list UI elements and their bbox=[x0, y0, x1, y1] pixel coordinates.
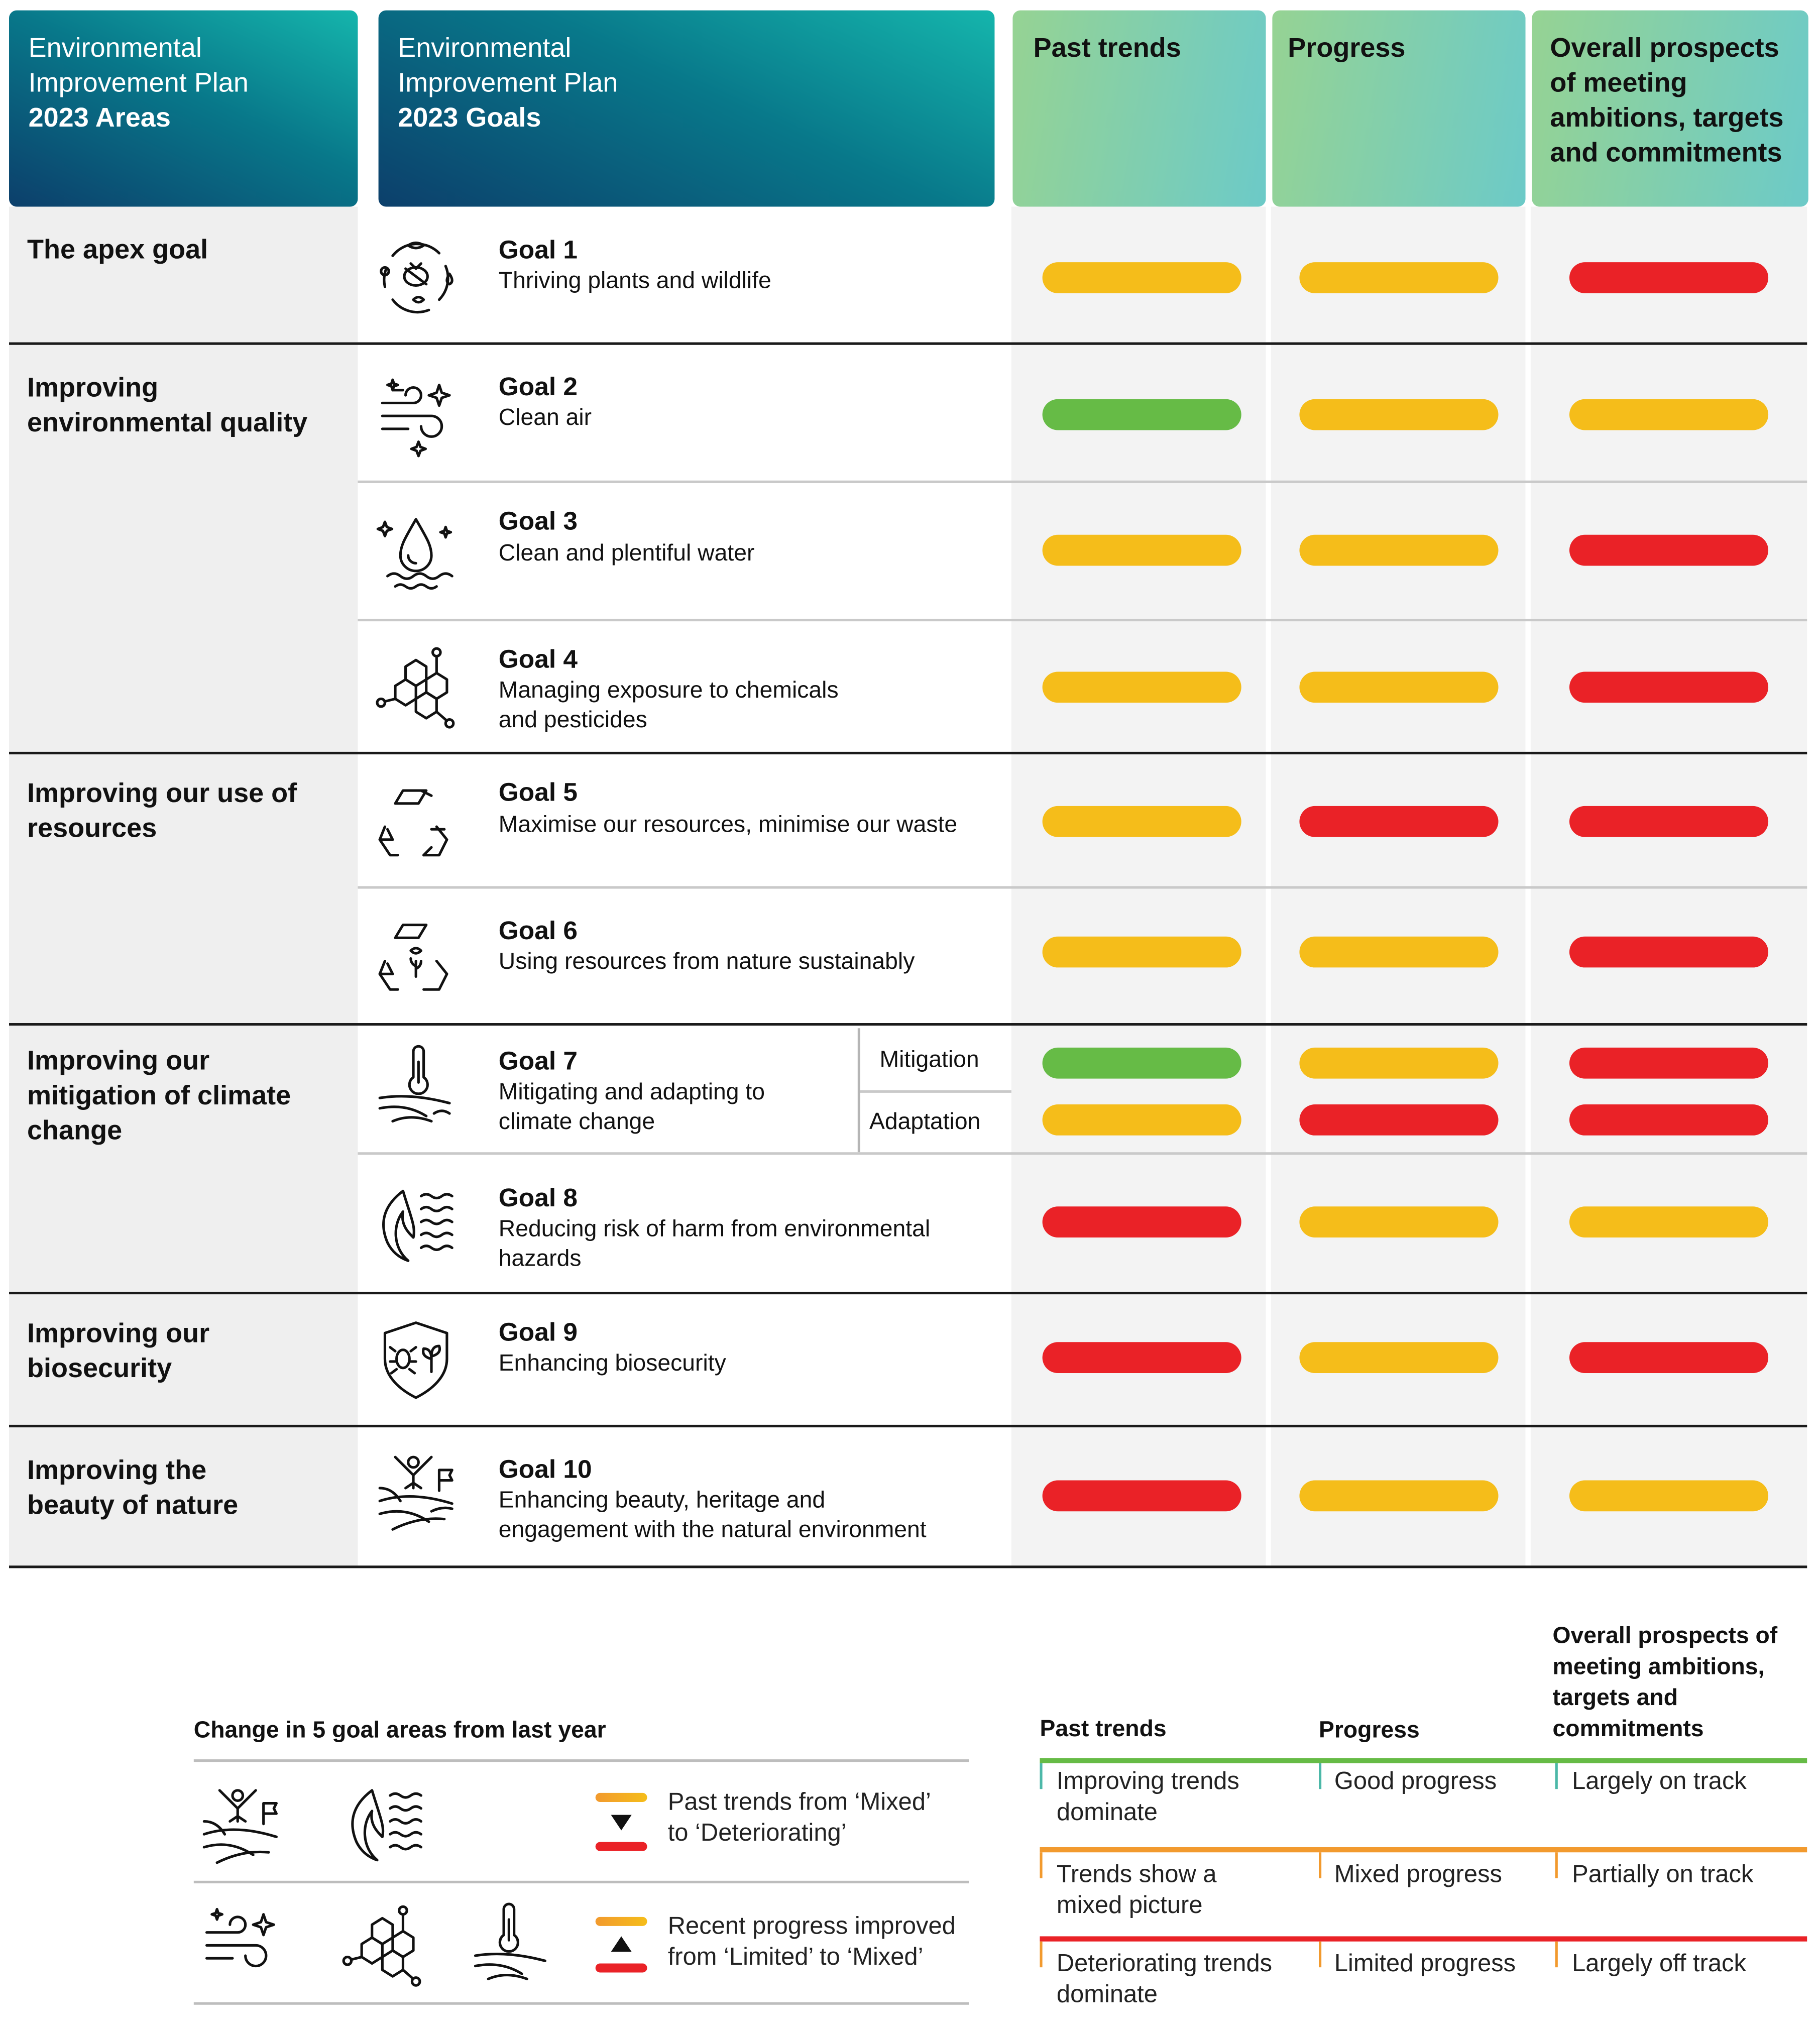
key-overall-title bbox=[1553, 1620, 1778, 1744]
key-amber-progress: Mixed progress bbox=[1334, 1861, 1502, 1889]
goal-5-desc bbox=[499, 810, 957, 840]
key-past-trends-title: Past trends bbox=[1040, 1715, 1167, 1742]
goal-1-desc-line1: Thriving plants and wildlife bbox=[498, 267, 771, 293]
goal-3-past-trends-pill bbox=[1043, 535, 1241, 566]
area-label-biosecurity bbox=[27, 1316, 209, 1386]
area-cell-apex bbox=[9, 207, 358, 343]
area-climate-line3: change bbox=[27, 1116, 123, 1146]
area-label-quality bbox=[27, 371, 307, 440]
change-2-from-bar bbox=[596, 1963, 647, 1972]
area-label-beauty bbox=[27, 1453, 238, 1523]
divider-goal3-4 bbox=[358, 619, 1807, 621]
key-amber-past-line1: Trends show a bbox=[1056, 1861, 1217, 1889]
key-amber-bar bbox=[1040, 1847, 1807, 1852]
overall-header-line3: ambitions, targets bbox=[1550, 103, 1784, 133]
area-beauty-line2: beauty of nature bbox=[27, 1491, 239, 1521]
area-climate-line2: mitigation of climate bbox=[27, 1081, 291, 1111]
goal-2-progress-pill bbox=[1299, 399, 1498, 430]
water-drop-icon bbox=[375, 512, 458, 595]
goal-8-desc bbox=[499, 1214, 930, 1274]
key-amber-tick-1 bbox=[1040, 1852, 1042, 1878]
key-red-overall: Largely off track bbox=[1572, 1950, 1746, 1978]
goal-9-progress-pill bbox=[1299, 1342, 1498, 1373]
goal-9-desc bbox=[499, 1348, 726, 1378]
goal-4-desc-line2: and pesticides bbox=[498, 706, 647, 733]
key-amber-tick-2 bbox=[1319, 1852, 1321, 1878]
divider-after-resources bbox=[9, 1023, 1807, 1026]
key-overall-line1: Overall prospects of bbox=[1552, 1622, 1778, 1648]
wildlife-cycle-icon bbox=[375, 235, 458, 318]
goal-7-desc-line1: Mitigating and adapting to bbox=[498, 1078, 765, 1105]
area-label-climate bbox=[27, 1044, 291, 1148]
change-2-line1: Recent progress improved bbox=[667, 1913, 956, 1941]
key-green-progress: Good progress bbox=[1334, 1768, 1497, 1796]
goal-6-number: Goal 6 bbox=[498, 917, 578, 946]
key-green-bar bbox=[1040, 1758, 1807, 1763]
biosecurity-shield-icon bbox=[375, 1317, 458, 1400]
key-amber-past bbox=[1057, 1860, 1217, 1922]
goal-1-past-trends-pill bbox=[1043, 262, 1241, 293]
goal-9-past-trends-pill bbox=[1043, 1342, 1241, 1373]
goal-5-desc-line1: Maximise our resources, minimise our waste bbox=[498, 811, 958, 837]
progress-header bbox=[1272, 11, 1525, 207]
goal-4-progress-pill bbox=[1299, 671, 1498, 703]
goal-4-overall-pill bbox=[1569, 671, 1768, 703]
key-red-past-line2: dominate bbox=[1056, 1981, 1158, 2009]
change-legend-rule-top bbox=[194, 1759, 969, 1762]
key-red-past-line1: Deteriorating trends bbox=[1056, 1950, 1273, 1978]
key-green-past bbox=[1057, 1767, 1239, 1829]
goal-3-overall-pill bbox=[1569, 535, 1768, 566]
areas-header-line3: 2023 Areas bbox=[28, 103, 171, 133]
hazard-fire-flood-icon bbox=[375, 1186, 458, 1269]
goal-7-desc bbox=[499, 1077, 765, 1137]
change-1-line2: to ‘Deteriorating’ bbox=[667, 1820, 847, 1847]
area-label-resources bbox=[27, 776, 297, 846]
change-2-line2: from ‘Limited’ to ‘Mixed’ bbox=[667, 1944, 924, 1971]
goal-6-past-trends-pill bbox=[1043, 937, 1241, 968]
up-arrow-icon bbox=[608, 1934, 634, 1954]
adaptation-label: Adaptation bbox=[869, 1108, 981, 1135]
thermometer-land-icon bbox=[470, 1904, 553, 1987]
goal-8-progress-pill bbox=[1299, 1206, 1498, 1237]
goal-9-number: Goal 9 bbox=[498, 1319, 578, 1347]
goal-2-overall-pill bbox=[1569, 399, 1768, 430]
progress-header-label: Progress bbox=[1288, 33, 1406, 64]
change-legend-title: Change in 5 goal areas from last year bbox=[193, 1717, 606, 1743]
key-overall-line3: targets and bbox=[1552, 1684, 1678, 1711]
divider-goal7-8 bbox=[358, 1152, 1807, 1155]
goal-7-mitigation-overall-pill bbox=[1569, 1048, 1768, 1079]
recycle-icon bbox=[375, 780, 458, 863]
area-climate-line1: Improving our bbox=[27, 1046, 210, 1076]
goal-10-progress-pill bbox=[1299, 1481, 1498, 1512]
goal-7-adaptation-overall-pill bbox=[1569, 1104, 1768, 1136]
change-legend-rule-bottom bbox=[194, 2002, 969, 2005]
goal-6-progress-pill bbox=[1299, 937, 1498, 968]
key-amber-tick-3 bbox=[1555, 1852, 1558, 1878]
overall-header bbox=[1532, 11, 1808, 207]
key-red-progress: Limited progress bbox=[1334, 1950, 1516, 1978]
hazard-fire-flood-icon bbox=[344, 1785, 426, 1868]
goal-7-desc-line2: climate change bbox=[498, 1108, 655, 1135]
goal-3-number: Goal 3 bbox=[498, 507, 578, 536]
change-legend-rule-mid bbox=[194, 1881, 969, 1883]
goal-10-desc-line2: engagement with the natural environment bbox=[498, 1516, 927, 1542]
goals-header bbox=[379, 11, 995, 207]
goal-7-mitigation-past-trends-pill bbox=[1043, 1048, 1241, 1079]
goal-8-number: Goal 8 bbox=[498, 1184, 578, 1213]
thermometer-land-icon bbox=[375, 1046, 458, 1129]
goal-4-past-trends-pill bbox=[1043, 671, 1241, 703]
area-quality-line1: Improving bbox=[27, 373, 159, 403]
goal-9-overall-pill bbox=[1569, 1342, 1768, 1373]
overall-header-line1: Overall prospects bbox=[1550, 33, 1779, 64]
area-biosecurity-line2: biosecurity bbox=[27, 1354, 172, 1384]
area-biosecurity-line1: Improving our bbox=[27, 1319, 210, 1349]
key-red-bar bbox=[1040, 1936, 1807, 1941]
key-progress-title: Progress bbox=[1319, 1717, 1420, 1743]
divider-after-apex bbox=[9, 343, 1807, 345]
goal-8-overall-pill bbox=[1569, 1206, 1768, 1237]
key-red-tick-3 bbox=[1555, 1942, 1558, 1967]
divider-goal2-3 bbox=[358, 481, 1807, 483]
goal-5-progress-pill bbox=[1299, 806, 1498, 837]
goal-2-number: Goal 2 bbox=[498, 373, 578, 402]
goals-header-line3: 2023 Goals bbox=[398, 103, 541, 133]
goal-7-sub-divider-h bbox=[860, 1090, 1011, 1093]
key-overall-line2: meeting ambitions, bbox=[1552, 1653, 1765, 1679]
goal-1-desc bbox=[499, 266, 771, 296]
key-green-tick-3 bbox=[1555, 1763, 1558, 1789]
goal-4-number: Goal 4 bbox=[498, 646, 578, 674]
area-resources-line1: Improving our use of bbox=[27, 778, 297, 809]
goals-header-line1: Environmental bbox=[398, 33, 572, 64]
key-green-tick-1 bbox=[1040, 1763, 1042, 1789]
down-arrow-icon bbox=[608, 1813, 634, 1833]
areas-header-line2: Improvement Plan bbox=[28, 68, 249, 98]
change-2-text bbox=[668, 1912, 956, 1974]
past-trends-header bbox=[1012, 11, 1266, 207]
areas-header bbox=[9, 11, 358, 207]
chemical-molecule-icon bbox=[375, 646, 458, 729]
mitigation-label: Mitigation bbox=[879, 1046, 979, 1072]
goal-10-past-trends-pill bbox=[1043, 1481, 1241, 1512]
goal-7-number: Goal 7 bbox=[498, 1047, 578, 1076]
goal-10-number: Goal 10 bbox=[498, 1455, 592, 1485]
past-trends-header-label: Past trends bbox=[1033, 33, 1181, 64]
goal-5-past-trends-pill bbox=[1043, 806, 1241, 837]
goal-3-desc-line1: Clean and plentiful water bbox=[498, 540, 755, 566]
change-2-to-bar bbox=[596, 1917, 647, 1926]
area-quality-line2: environmental quality bbox=[27, 408, 308, 438]
chemical-molecule-icon bbox=[341, 1904, 424, 1987]
goal-2-past-trends-pill bbox=[1043, 399, 1241, 430]
key-red-past bbox=[1057, 1949, 1272, 2011]
area-beauty-line1: Improving the bbox=[27, 1455, 207, 1486]
change-1-line1: Past trends from ‘Mixed’ bbox=[667, 1789, 931, 1817]
goal-10-desc-line1: Enhancing beauty, heritage and bbox=[498, 1487, 826, 1513]
key-green-overall: Largely on track bbox=[1572, 1768, 1747, 1796]
goal-8-past-trends-pill bbox=[1043, 1206, 1241, 1237]
overall-header-line2: of meeting bbox=[1550, 68, 1687, 98]
goal-4-desc-line1: Managing exposure to chemicals bbox=[498, 677, 839, 703]
landscape-person-icon bbox=[199, 1785, 282, 1868]
goal-4-desc bbox=[499, 675, 839, 735]
area-label-apex bbox=[27, 233, 208, 267]
key-red-tick-2 bbox=[1319, 1942, 1321, 1967]
change-1-text bbox=[668, 1788, 931, 1850]
wind-air-icon bbox=[199, 1904, 282, 1987]
divider-bottom bbox=[9, 1565, 1807, 1568]
goal-10-desc bbox=[499, 1486, 927, 1545]
recycle-nature-icon bbox=[375, 917, 458, 1000]
wind-air-icon bbox=[375, 375, 458, 458]
goal-8-desc-line2: hazards bbox=[498, 1245, 582, 1271]
goal-7-adaptation-progress-pill bbox=[1299, 1104, 1498, 1136]
key-red-tick-1 bbox=[1040, 1942, 1042, 1967]
goal-6-overall-pill bbox=[1569, 937, 1768, 968]
divider-after-quality bbox=[9, 752, 1807, 754]
key-green-past-line1: Improving trends bbox=[1056, 1768, 1239, 1796]
landscape-person-icon bbox=[375, 1452, 458, 1535]
goal-7-adaptation-past-trends-pill bbox=[1043, 1104, 1241, 1136]
goal-1-number: Goal 1 bbox=[498, 236, 578, 265]
goals-header-line2: Improvement Plan bbox=[398, 68, 618, 98]
key-amber-overall: Partially on track bbox=[1572, 1861, 1754, 1889]
goal-9-desc-line1: Enhancing biosecurity bbox=[498, 1349, 726, 1376]
overall-header-line4: and commitments bbox=[1550, 138, 1782, 168]
goal-6-desc bbox=[499, 947, 915, 976]
goal-6-desc-line1: Using resources from nature sustainably bbox=[498, 948, 915, 974]
goal-3-desc bbox=[499, 539, 755, 569]
divider-goal5-6 bbox=[358, 886, 1807, 888]
divider-after-climate bbox=[9, 1292, 1807, 1294]
goal-5-overall-pill bbox=[1569, 806, 1768, 837]
area-resources-line2: resources bbox=[27, 814, 157, 844]
change-1-from-bar bbox=[596, 1793, 647, 1802]
key-green-tick-2 bbox=[1319, 1763, 1321, 1789]
area-apex-line1: The apex goal bbox=[27, 235, 208, 265]
goal-2-desc-line1: Clean air bbox=[498, 404, 592, 430]
areas-header-line1: Environmental bbox=[28, 33, 202, 64]
change-1-to-bar bbox=[596, 1842, 647, 1851]
goal-5-number: Goal 5 bbox=[498, 778, 578, 808]
goal-2-desc bbox=[499, 403, 592, 432]
goal-3-progress-pill bbox=[1299, 535, 1498, 566]
goal-1-progress-pill bbox=[1299, 262, 1498, 293]
goal-8-desc-line1: Reducing risk of harm from environmental bbox=[498, 1215, 931, 1242]
goal-7-mitigation-progress-pill bbox=[1299, 1048, 1498, 1079]
key-amber-past-line2: mixed picture bbox=[1056, 1892, 1203, 1920]
divider-after-biosecurity bbox=[9, 1425, 1807, 1427]
goal-10-overall-pill bbox=[1569, 1481, 1768, 1512]
key-overall-line4: commitments bbox=[1552, 1715, 1704, 1742]
goal-1-overall-pill bbox=[1569, 262, 1768, 293]
key-green-past-line2: dominate bbox=[1056, 1799, 1158, 1827]
